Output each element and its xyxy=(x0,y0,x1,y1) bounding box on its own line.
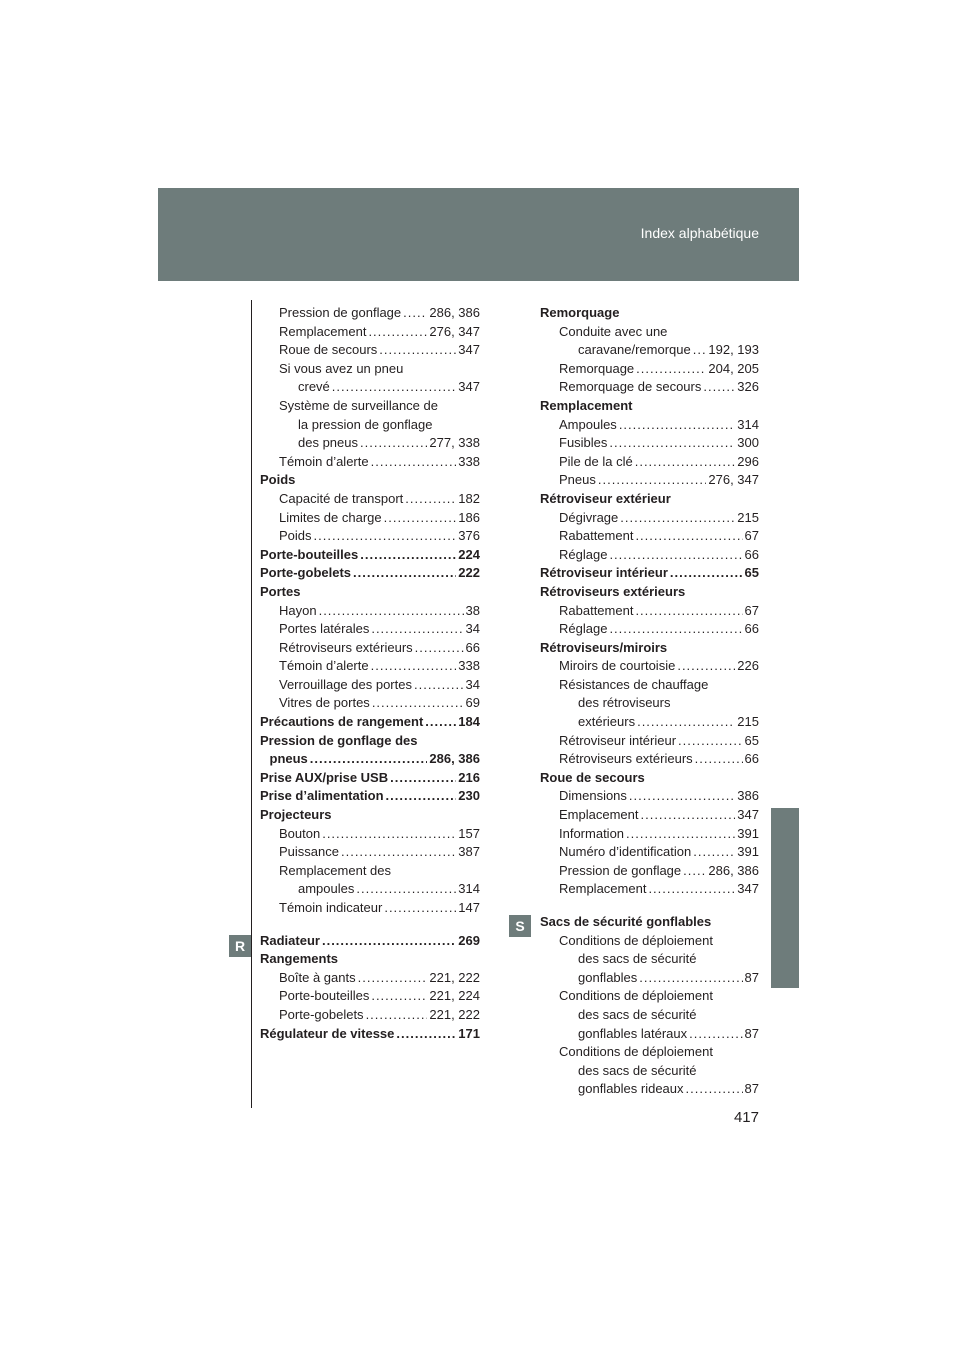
index-entry-label: Porte-gobelets xyxy=(260,565,352,581)
index-entry-label: Fusibles xyxy=(559,435,608,451)
index-entry xyxy=(540,969,759,988)
index-entry xyxy=(540,750,759,769)
dot-leader xyxy=(678,732,742,751)
index-entry-page: 338 xyxy=(458,453,480,469)
index-entry-page: 65 xyxy=(744,732,759,748)
dot-leader xyxy=(386,787,457,806)
index-entry xyxy=(540,360,759,379)
dot-leader xyxy=(403,304,427,323)
index-heading: Projecteurs xyxy=(260,807,332,823)
index-heading: Pression de gonflage des xyxy=(260,732,418,748)
index-entry xyxy=(260,304,480,323)
index-entry xyxy=(260,787,480,806)
dot-leader xyxy=(358,969,428,988)
index-subheading: Conditions de déploiement xyxy=(559,1044,713,1060)
letter-badge-s: S xyxy=(509,915,531,937)
index-subheading: Conditions de déploiement xyxy=(559,988,713,1004)
index-entry-page: 171 xyxy=(458,1025,480,1041)
index-entry xyxy=(540,620,759,639)
index-entry-label: des pneus xyxy=(298,435,358,451)
index-entry xyxy=(540,341,759,360)
dot-leader xyxy=(353,564,456,583)
index-entry-page: 147 xyxy=(458,900,480,915)
index-entry-label: Porte-gobelets xyxy=(279,1006,364,1022)
index-entry xyxy=(260,880,480,899)
index-entry-label: Ampoules xyxy=(559,416,617,432)
index-entry-page: 230 xyxy=(458,788,480,804)
index-entry-label: Régulateur de vitesse xyxy=(260,1025,395,1041)
dot-leader xyxy=(372,694,464,713)
dot-leader xyxy=(310,750,428,769)
dot-leader xyxy=(425,713,456,732)
index-heading: Rétroviseurs extérieurs xyxy=(540,583,686,599)
dot-leader xyxy=(322,825,456,844)
index-entry-page: 269 xyxy=(458,932,480,948)
index-entry-label: Hayon xyxy=(279,602,317,618)
index-entry xyxy=(540,564,759,583)
index-entry-label: Précautions de rangement xyxy=(260,714,424,730)
index-subheading: des sacs de sécurité xyxy=(578,1062,697,1078)
index-subheading: Conditions de déploiement xyxy=(559,932,713,948)
dot-leader xyxy=(396,1025,456,1044)
index-entry-label: crevé xyxy=(298,379,330,395)
index-entry-page: 66 xyxy=(744,621,759,637)
dot-leader xyxy=(360,434,427,453)
section-gap xyxy=(260,918,480,932)
index-entry-label: Capacité de transport xyxy=(279,490,404,506)
index-entry-page: 286, 386 xyxy=(429,305,480,320)
index-entry xyxy=(260,527,480,546)
index-entry-page: 387 xyxy=(458,844,480,860)
index-entry-label: Information xyxy=(559,825,625,841)
index-entry-page: 66 xyxy=(744,751,759,767)
index-entry-label: Boîte à gants xyxy=(279,969,356,985)
index-subheading: des sacs de sécurité xyxy=(578,1006,697,1022)
dot-leader xyxy=(379,341,456,360)
index-entry-page: 87 xyxy=(744,1025,759,1041)
index-entry xyxy=(540,378,759,397)
index-entry-label: Rétroviseur intérieur xyxy=(559,732,677,748)
index-entry xyxy=(260,825,480,844)
index-entry-label: Prise AUX/prise USB xyxy=(260,769,389,785)
index-entry-page: 66 xyxy=(465,639,480,655)
index-entry xyxy=(260,453,480,472)
dot-leader xyxy=(384,509,457,528)
index-entry-label: gonflables latéraux xyxy=(578,1025,688,1041)
index-entry-page: 296 xyxy=(737,453,759,469)
index-entry xyxy=(260,341,480,360)
index-entry-label: Remorquage de secours xyxy=(559,379,702,395)
dot-leader xyxy=(635,527,742,546)
index-entry xyxy=(260,932,480,951)
index-entry-label: Emplacement xyxy=(559,807,639,823)
index-entry-label: Réglage xyxy=(559,621,608,637)
index-entry-page: 386 xyxy=(737,788,759,804)
index-entry-page: 65 xyxy=(744,565,759,581)
index-entry xyxy=(540,434,759,453)
index-entry xyxy=(540,1025,759,1044)
index-entry-page: 34 xyxy=(465,676,480,692)
index-entry-label: Limites de charge xyxy=(279,509,382,525)
index-entry xyxy=(260,713,480,732)
index-entry-page: 186 xyxy=(458,509,480,525)
index-entry-label: Pile de la clé xyxy=(559,453,633,469)
index-entry xyxy=(260,564,480,583)
section-gap xyxy=(540,899,759,913)
index-entry-page: 391 xyxy=(737,844,759,860)
index-entry-label: pneus xyxy=(269,751,308,767)
index-entry-page: 87 xyxy=(744,1081,759,1097)
index-entry-page: 69 xyxy=(465,695,480,711)
index-entry xyxy=(540,787,759,806)
index-entry-label: Porte-bouteilles xyxy=(260,546,359,562)
index-entry-page: 300 xyxy=(737,435,759,451)
index-heading: Sacs de sécurité gonflables xyxy=(540,914,712,929)
index-entry-label: Pneus xyxy=(559,472,596,488)
index-entry-page: 276, 347 xyxy=(708,472,759,488)
dot-leader xyxy=(366,1006,428,1025)
index-entry-label: Dimensions xyxy=(559,788,627,804)
index-entry xyxy=(540,602,759,621)
index-entry xyxy=(540,825,759,844)
index-entry xyxy=(540,713,759,732)
index-entry-page: 347 xyxy=(458,342,480,358)
index-entry-page: 67 xyxy=(744,528,759,544)
index-entry-label: Numéro d’identification xyxy=(559,844,692,860)
dot-leader xyxy=(319,602,464,621)
dot-leader xyxy=(332,378,457,397)
dot-leader xyxy=(689,1025,742,1044)
dot-leader xyxy=(695,750,743,769)
index-entry-page: 222 xyxy=(458,565,480,581)
index-entry-page: 215 xyxy=(737,509,759,525)
dot-leader xyxy=(635,602,742,621)
index-entry-page: 192, 193 xyxy=(708,342,759,358)
index-entry-label: Verrouillage des portes xyxy=(279,676,412,692)
dot-leader xyxy=(626,825,735,844)
index-entry-page: 157 xyxy=(458,825,480,841)
index-entry-page: 182 xyxy=(458,490,480,506)
index-entry-page: 347 xyxy=(458,379,480,395)
index-entry xyxy=(260,490,480,509)
index-entry xyxy=(540,880,759,899)
dot-leader xyxy=(371,657,457,676)
dot-leader xyxy=(341,843,456,862)
dot-leader xyxy=(639,969,742,988)
index-entry-page: 326 xyxy=(737,379,759,395)
index-entry-page: 221, 222 xyxy=(429,1006,480,1022)
index-entry-label: Rétroviseurs extérieurs xyxy=(279,639,413,655)
index-entry-page: 314 xyxy=(737,416,759,432)
index-entry xyxy=(260,969,480,988)
dot-leader xyxy=(629,787,735,806)
index-entry-label: Rabattement xyxy=(559,602,634,618)
index-subheading: Système de surveillance de xyxy=(279,397,438,413)
index-entry-label: Rétroviseurs extérieurs xyxy=(559,751,693,767)
dot-leader xyxy=(360,546,456,565)
index-entry-label: Vitres de portes xyxy=(279,695,370,711)
index-entry-label: Pression de gonflage xyxy=(559,862,682,878)
index-entry-label: ampoules xyxy=(298,881,355,897)
side-section-tab xyxy=(771,808,799,988)
index-entry-page: 38 xyxy=(465,602,480,618)
index-entry-page: 204, 205 xyxy=(708,360,759,376)
index-entry-label: Remorquage xyxy=(559,360,635,376)
index-entry xyxy=(260,694,480,713)
index-entry-page: 391 xyxy=(737,825,759,841)
index-entry xyxy=(260,639,480,658)
index-entry-page: 347 xyxy=(737,807,759,823)
index-subheading: des rétroviseurs xyxy=(578,695,671,711)
index-entry xyxy=(540,416,759,435)
dot-leader xyxy=(670,564,743,583)
index-entry xyxy=(540,732,759,751)
dot-leader xyxy=(371,620,463,639)
index-entry xyxy=(540,509,759,528)
index-entry-label: Miroirs de courtoisie xyxy=(559,658,676,674)
index-entry xyxy=(260,843,480,862)
index-entry-label: Bouton xyxy=(279,825,321,841)
index-entry xyxy=(540,806,759,825)
index-entry-page: 184 xyxy=(458,714,480,730)
dot-leader xyxy=(609,546,742,565)
index-entry xyxy=(260,509,480,528)
index-subheading: des sacs de sécurité xyxy=(578,951,697,967)
index-entry-page: 286, 386 xyxy=(708,862,759,878)
index-entry-page: 215 xyxy=(737,714,759,730)
index-entry-label: Témoin indicateur xyxy=(279,900,383,915)
index-column-left xyxy=(260,304,480,1043)
index-entry-label: Roue de secours xyxy=(279,342,378,358)
dot-leader xyxy=(368,323,427,342)
index-entry-label: Dégivrage xyxy=(559,509,619,525)
index-entry-page: 87 xyxy=(744,969,759,985)
index-entry xyxy=(260,769,480,788)
dot-leader xyxy=(683,862,706,881)
index-entry-label: Rabattement xyxy=(559,528,634,544)
dot-leader xyxy=(686,1080,743,1099)
index-subheading: Conduite avec une xyxy=(559,323,668,339)
dot-leader xyxy=(620,509,735,528)
index-entry xyxy=(260,1025,480,1044)
dot-leader xyxy=(637,713,735,732)
index-entry-label: Réglage xyxy=(559,546,608,562)
dot-leader xyxy=(619,416,735,435)
index-entry-label: Porte-bouteilles xyxy=(279,988,370,1004)
dot-leader xyxy=(314,527,457,546)
left-column-rule xyxy=(251,300,252,1108)
header-title: Index alphabétique xyxy=(640,225,759,241)
index-entry xyxy=(260,323,480,342)
index-column-right xyxy=(540,304,759,1099)
dot-leader xyxy=(415,639,464,658)
index-entry xyxy=(260,750,480,769)
dot-leader xyxy=(414,676,464,695)
index-entry-label: gonflables rideaux xyxy=(578,1081,684,1097)
index-entry-label: extérieurs xyxy=(578,714,636,730)
index-entry-page: 221, 222 xyxy=(429,969,480,985)
dot-leader xyxy=(635,453,736,472)
index-entry xyxy=(540,546,759,565)
dot-leader xyxy=(640,806,735,825)
dot-leader xyxy=(390,769,456,788)
index-entry-label: Pression de gonflage xyxy=(279,305,402,320)
index-entry xyxy=(260,378,480,397)
dot-leader xyxy=(598,471,707,490)
index-entry-label: Rétroviseur intérieur xyxy=(540,565,668,581)
index-entry-page: 66 xyxy=(744,546,759,562)
index-heading: Remorquage xyxy=(540,305,620,320)
dot-leader xyxy=(384,899,456,918)
dot-leader xyxy=(609,434,735,453)
index-heading: Portes xyxy=(260,583,301,599)
dot-leader xyxy=(693,843,735,862)
index-entry xyxy=(260,620,480,639)
index-entry-label: Puissance xyxy=(279,844,339,860)
dot-leader xyxy=(677,657,735,676)
index-subheading: Si vous avez un pneu xyxy=(279,360,404,376)
dot-leader xyxy=(693,341,707,360)
index-entry-page: 286, 386 xyxy=(429,751,480,767)
index-entry xyxy=(260,546,480,565)
index-heading: Remplacement xyxy=(540,397,633,413)
dot-leader xyxy=(648,880,735,899)
header-band xyxy=(158,188,799,281)
dot-leader xyxy=(322,932,456,951)
index-entry-label: gonflables xyxy=(578,969,638,985)
index-entry xyxy=(540,527,759,546)
index-entry-page: 276, 347 xyxy=(429,323,480,339)
index-heading: Poids xyxy=(260,472,296,488)
index-heading: Rétroviseurs/miroirs xyxy=(540,639,668,655)
index-entry-page: 226 xyxy=(737,658,759,674)
index-entry-page: 67 xyxy=(744,602,759,618)
index-entry-page: 224 xyxy=(458,546,480,562)
dot-leader xyxy=(371,987,427,1006)
dot-leader xyxy=(371,453,457,472)
index-entry-label: Remplacement xyxy=(559,881,647,897)
index-entry-label: Remplacement xyxy=(279,323,367,339)
dot-leader xyxy=(609,620,742,639)
index-entry-label: caravane/remorque xyxy=(578,342,691,358)
index-entry xyxy=(260,899,480,918)
index-entry xyxy=(540,1080,759,1099)
index-entry xyxy=(260,1006,480,1025)
index-entry xyxy=(540,862,759,881)
index-entry-page: 347 xyxy=(737,881,759,897)
index-entry xyxy=(540,843,759,862)
index-subheading: Résistances de chauffage xyxy=(559,676,709,692)
index-subheading: la pression de gonflage xyxy=(298,416,433,432)
index-entry-page: 314 xyxy=(458,881,480,897)
index-entry-page: 376 xyxy=(458,528,480,544)
dot-leader xyxy=(356,880,456,899)
index-entry-page: 277, 338 xyxy=(429,435,480,451)
letter-badge-r: R xyxy=(229,935,251,957)
index-entry-label: Témoin d’alerte xyxy=(279,453,369,469)
dot-leader xyxy=(405,490,456,509)
index-heading: Rangements xyxy=(260,951,339,967)
index-entry xyxy=(260,987,480,1006)
index-entry xyxy=(540,471,759,490)
index-entry-page: 221, 224 xyxy=(429,988,480,1004)
page-number: 417 xyxy=(733,1109,759,1126)
index-entry xyxy=(260,657,480,676)
index-entry-label: Poids xyxy=(279,528,312,544)
dot-leader xyxy=(636,360,706,379)
index-entry-page: 216 xyxy=(458,769,480,785)
index-entry xyxy=(260,676,480,695)
index-entry-label: Portes latérales xyxy=(279,621,370,637)
index-entry-page: 338 xyxy=(458,658,480,674)
index-entry xyxy=(260,434,480,453)
index-entry-label: Témoin d’alerte xyxy=(279,658,369,674)
index-entry xyxy=(540,657,759,676)
index-entry xyxy=(540,453,759,472)
index-heading: Rétroviseur extérieur xyxy=(540,490,671,506)
dot-leader xyxy=(703,378,735,397)
index-entry xyxy=(260,602,480,621)
index-entry-page: 34 xyxy=(465,621,480,637)
index-entry-label: Radiateur xyxy=(260,932,320,948)
index-entry-label: Prise d’alimentation xyxy=(260,788,384,804)
index-heading: Roue de secours xyxy=(540,769,645,785)
index-subheading: Remplacement des xyxy=(279,862,391,878)
